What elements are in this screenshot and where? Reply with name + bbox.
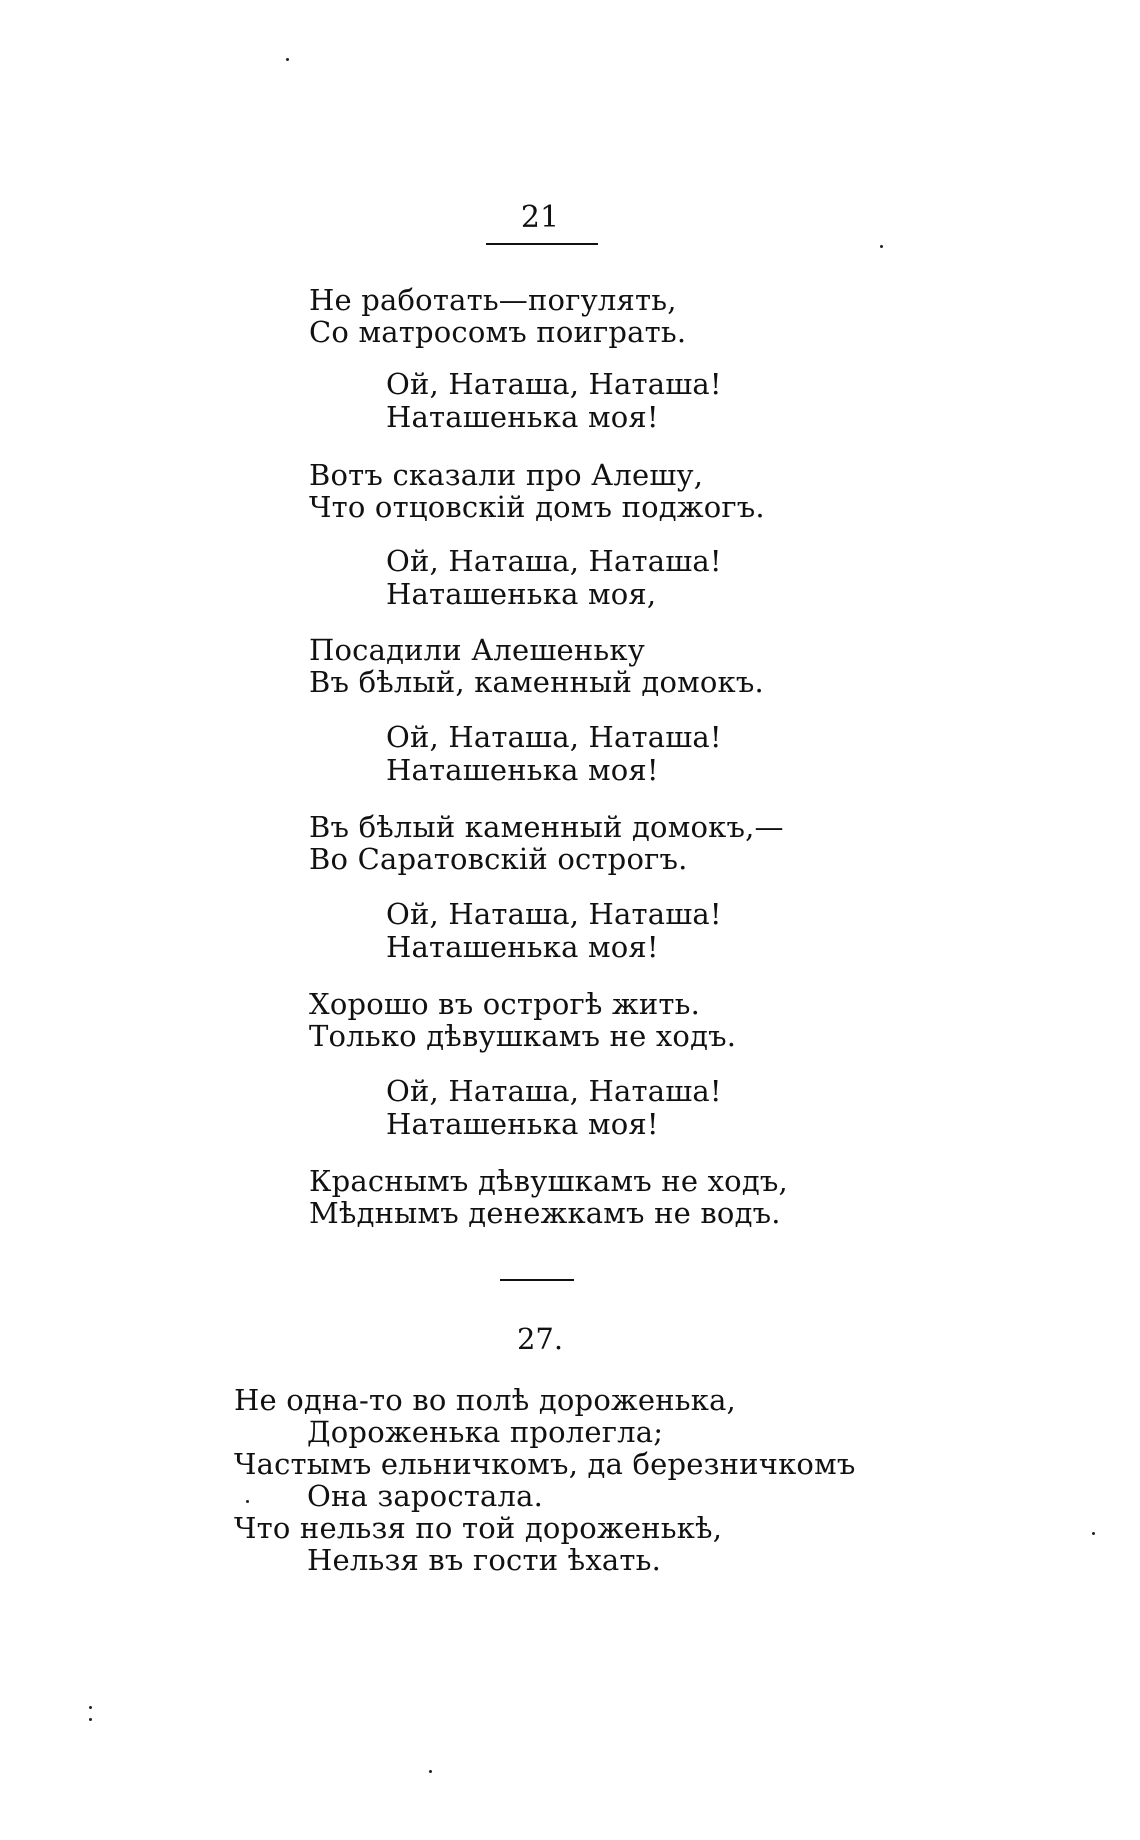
section-divider [500, 1279, 574, 1281]
verse-line: Не одна-то во полѣ дороженька, [234, 1383, 736, 1417]
verse-line: Что нельзя по той дороженькѣ, [234, 1511, 723, 1545]
verse-line: Что отцовскій домъ поджогъ. [309, 490, 765, 524]
page-number: 21 [520, 200, 560, 235]
verse-line: Посадили Алешеньку [309, 633, 646, 667]
verse-line: Краснымъ дѣвушкамъ не ходъ, [309, 1164, 788, 1198]
paper-speck [880, 245, 883, 248]
refrain-line: Наташенька моя! [386, 753, 659, 787]
refrain-line: Ой, Наташа, Наташа! [386, 367, 722, 401]
paper-speck [286, 58, 289, 61]
verse-line: Частымъ ельничкомъ, да березничкомъ [234, 1447, 856, 1481]
verse-line: Вотъ сказали про Алешу, [309, 458, 704, 492]
refrain-line: Наташенька моя, [386, 577, 657, 611]
verse-line: Въ бѣлый, каменный домокъ. [309, 665, 764, 699]
refrain-line: Наташенька моя! [386, 400, 659, 434]
refrain-line: Наташенька моя! [386, 930, 659, 964]
refrain-line: Ой, Наташа, Наташа! [386, 897, 722, 931]
verse-line: Только дѣвушкамъ не ходъ. [309, 1019, 737, 1053]
paper-speck [89, 1706, 92, 1709]
paper-speck [1092, 1532, 1095, 1535]
paper-speck [429, 1770, 432, 1773]
verse-line: Во Саратовскій острогъ. [309, 842, 688, 876]
refrain-line: Наташенька моя! [386, 1107, 659, 1141]
verse-line: Нельзя въ гости ѣхать. [307, 1543, 662, 1577]
paper-speck [246, 1500, 249, 1503]
verse-line: Хорошо въ острогѣ жить. [309, 987, 701, 1021]
verse-line: Не работать—погулять, [309, 283, 677, 317]
paper-speck [89, 1718, 92, 1721]
verse-line: Въ бѣлый каменный домокъ,— [309, 810, 784, 844]
verse-line: Мѣднымъ денежкамъ не водъ. [309, 1196, 781, 1230]
section-number: 27. [516, 1322, 564, 1356]
refrain-line: Ой, Наташа, Наташа! [386, 720, 722, 754]
verse-line: Со матросомъ поиграть. [309, 315, 687, 349]
header-rule [486, 243, 598, 245]
verse-line: Дороженька пролегла; [307, 1415, 664, 1449]
refrain-line: Ой, Наташа, Наташа! [386, 544, 722, 578]
verse-line: Она заростала. [307, 1479, 544, 1513]
refrain-line: Ой, Наташа, Наташа! [386, 1074, 722, 1108]
